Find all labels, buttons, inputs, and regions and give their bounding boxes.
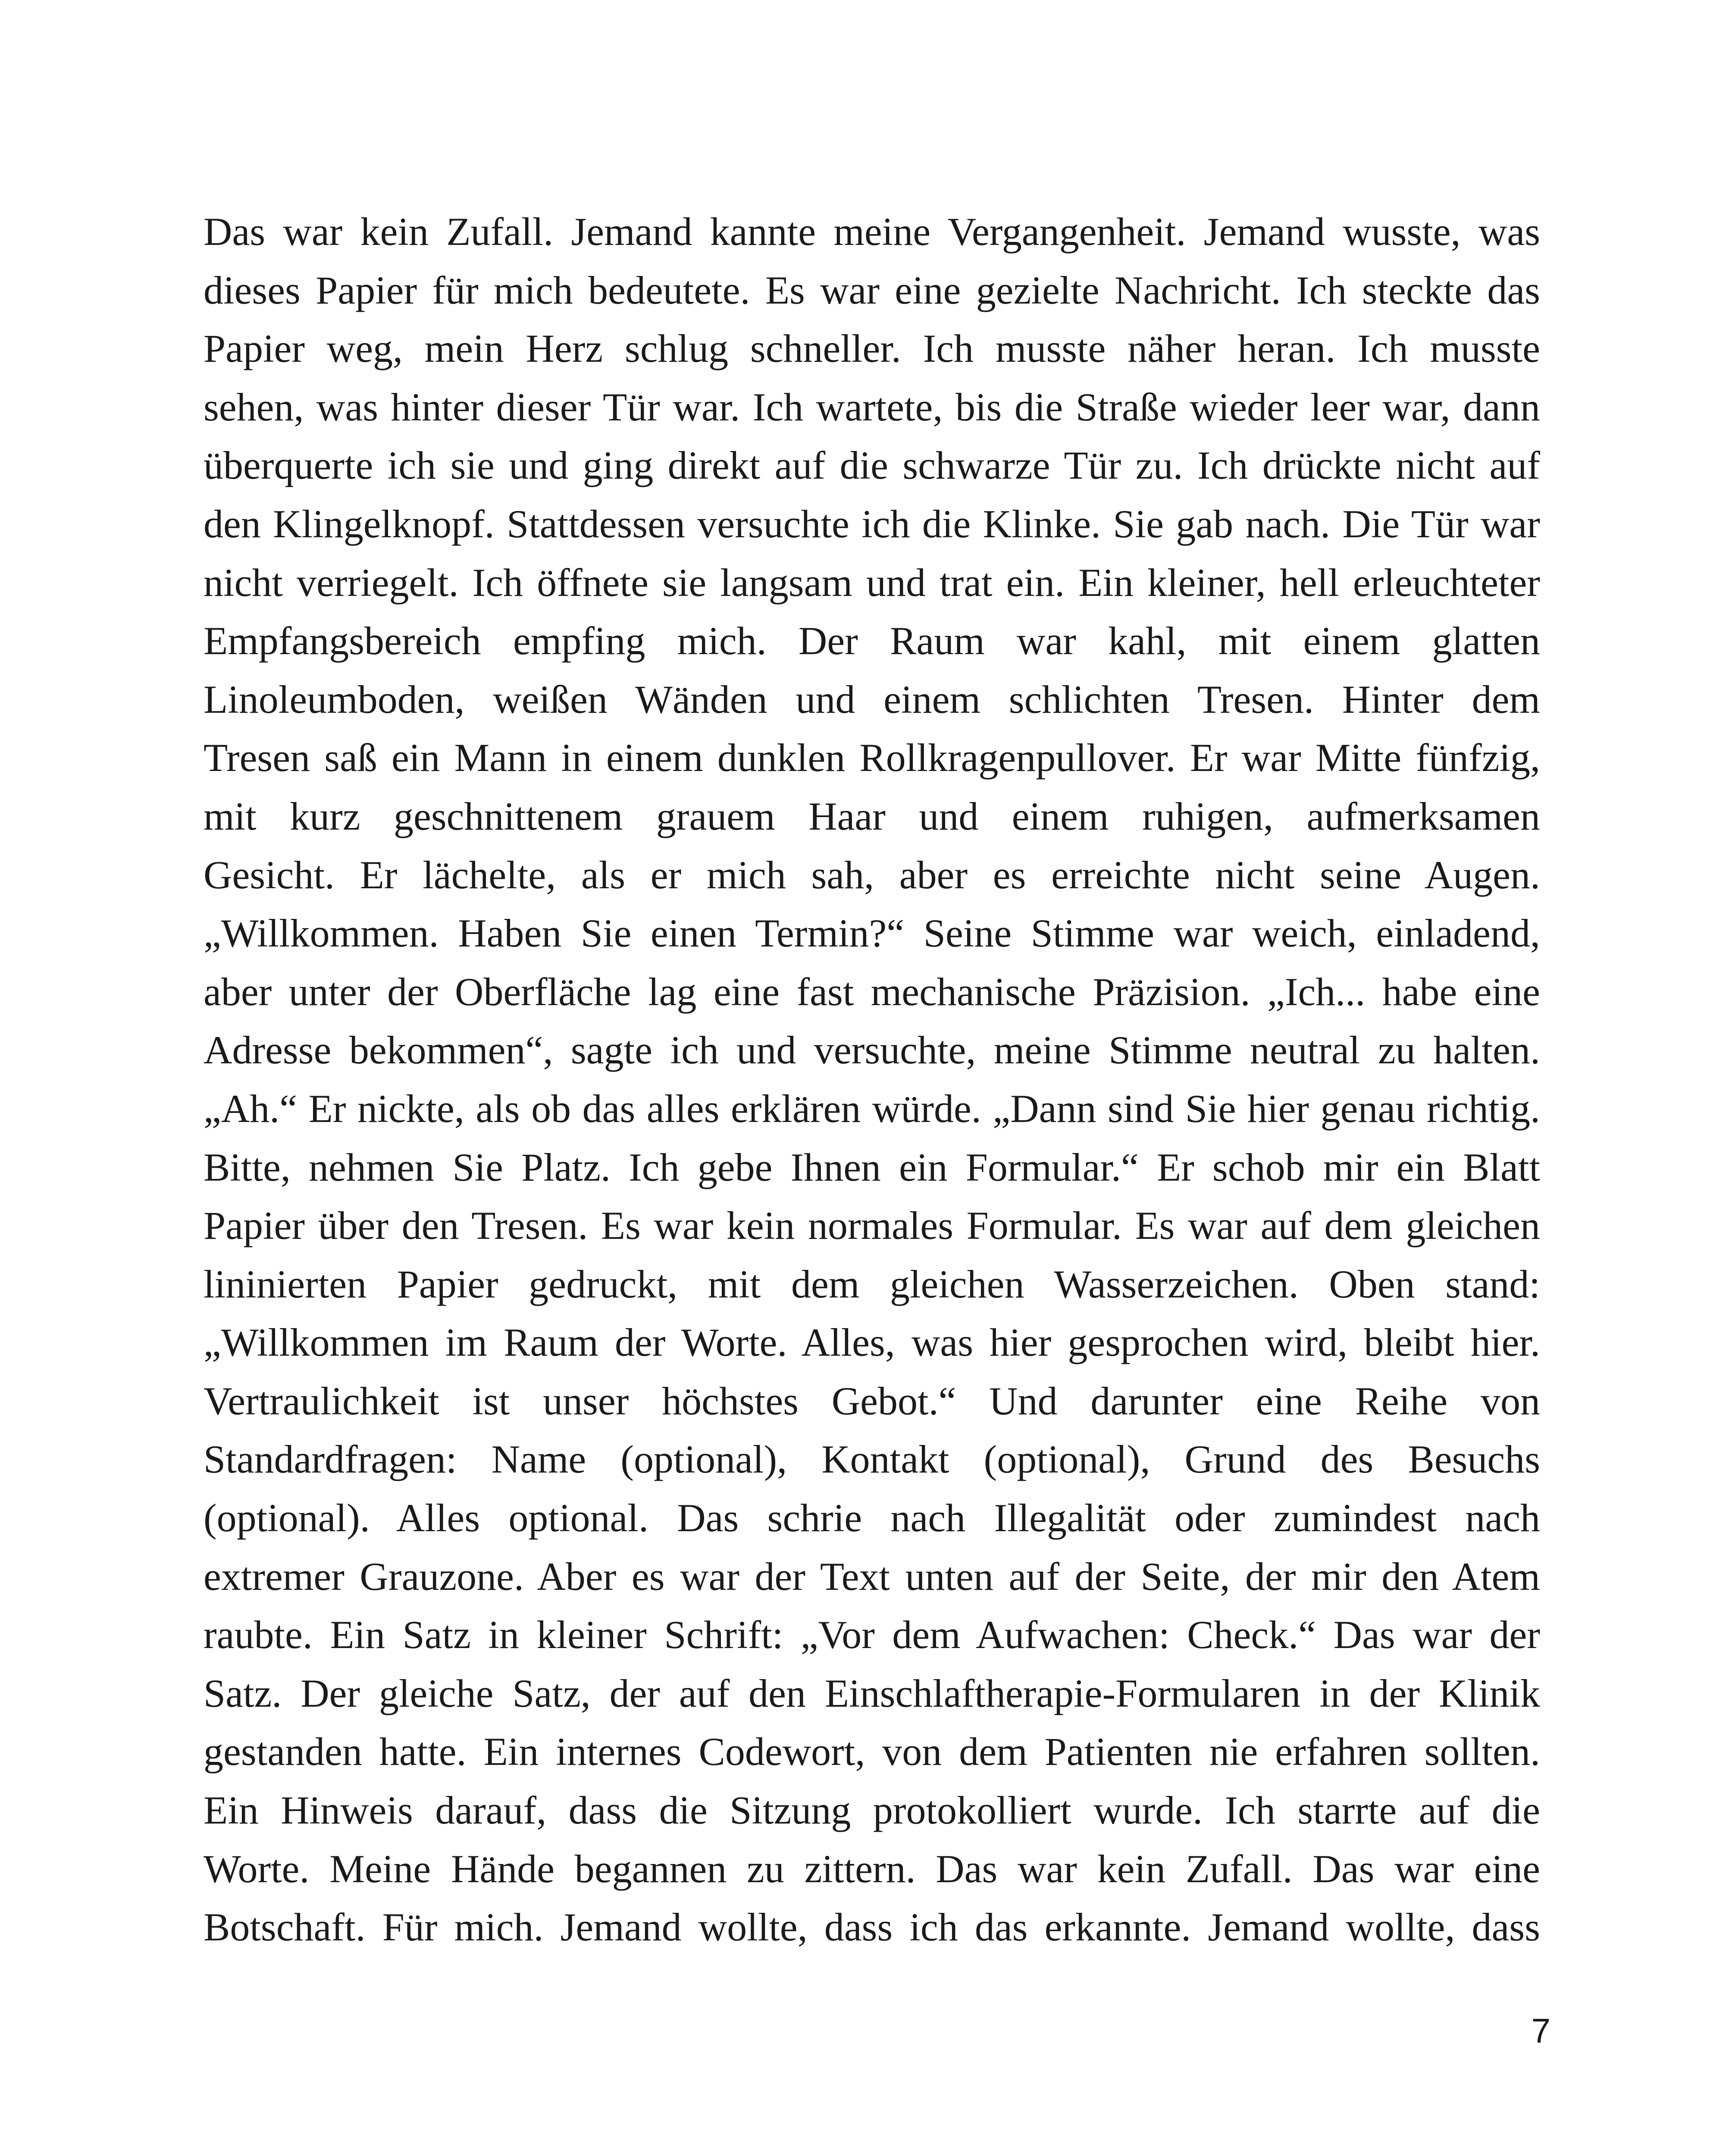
text-line: lininierten Papier gedruckt, mit dem gleichen Wasserzeichen. Oben stand: — [204, 1262, 1540, 1306]
text-line: raubte. Ein Satz in kleiner Schrift: „Vor dem Aufwachen: Check.“ Das war der — [204, 1613, 1540, 1657]
text-line: „Willkommen. Haben Sie einen Termin?“ Seine Stimme war weich, einladend, — [204, 911, 1540, 956]
text-line: „Ah.“ Er nickte, als ob das alles erklären würde. „Dann sind Sie hier genau richtig. — [204, 1086, 1540, 1131]
text-line: Bitte, nehmen Sie Platz. Ich gebe Ihnen ein Formular.“ Er schob mir ein Blatt — [204, 1145, 1540, 1189]
text-line: den Klingelknopf. Stattdessen versuchte ich die Klinke. Sie gab nach. Die Tür war — [204, 501, 1540, 546]
text-line: Worte. Meine Hände begannen zu zittern. Das war kein Zufall. Das war eine — [204, 1846, 1540, 1891]
text-line: gestanden hatte. Ein internes Codewort, von dem Patienten nie erfahren sollten. — [204, 1730, 1540, 1774]
text-line: Ein Hinweis darauf, dass die Sitzung protokolliert wurde. Ich starrte auf die — [204, 1788, 1540, 1833]
text-line: Linoleumboden, weißen Wänden und einem schlichten Tresen. Hinter dem — [204, 677, 1540, 721]
page-number: 7 — [1531, 2012, 1550, 2050]
text-line: Tresen saß ein Mann in einem dunklen Rollkragenpullover. Er war Mitte fünfzig, — [204, 736, 1540, 780]
text-line: Das war kein Zufall. Jemand kannte meine Vergangenheit. Jemand wusste, was — [204, 210, 1540, 254]
text-line: aber unter der Oberfläche lag eine fast mechanische Präzision. „Ich... habe eine — [204, 969, 1540, 1014]
text-line: Gesicht. Er lächelte, als er mich sah, aber es erreichte nicht seine Augen. — [204, 852, 1540, 897]
text-line: überquerte ich sie und ging direkt auf die schwarze Tür zu. Ich drückte nicht auf — [204, 443, 1540, 488]
text-line: „Willkommen im Raum der Worte. Alles, was hier gesprochen wird, bleibt hier. — [204, 1320, 1540, 1365]
text-line: sehen, was hinter dieser Tür war. Ich wartete, bis die Straße wieder leer war, dann — [204, 385, 1540, 429]
text-line: mit kurz geschnittenem grauem Haar und einem ruhigen, aufmerksamen — [204, 794, 1540, 838]
text-line: Papier über den Tresen. Es war kein normales Formular. Es war auf dem gleichen — [204, 1203, 1540, 1248]
text-line: (optional). Alles optional. Das schrie nach Illegalität oder zumindest nach — [204, 1496, 1540, 1540]
text-line: Botschaft. Für mich. Jemand wollte, dass ich das erkannte. Jemand wollte, dass — [204, 1905, 1540, 1949]
text-line: Empfangsbereich empfing mich. Der Raum war kahl, mit einem glatten — [204, 619, 1540, 663]
text-line: Standardfragen: Name (optional), Kontakt (optional), Grund des Besuchs — [204, 1437, 1540, 1482]
text-line: dieses Papier für mich bedeutete. Es war eine gezielte Nachricht. Ich steckte das — [204, 268, 1540, 312]
body-text — [204, 203, 1540, 1957]
text-line: nicht verriegelt. Ich öffnete sie langsam und trat ein. Ein kleiner, hell erleuchteter — [204, 560, 1540, 605]
text-line: extremer Grauzone. Aber es war der Text unten auf der Seite, der mir den Atem — [204, 1554, 1540, 1598]
text-line: Satz. Der gleiche Satz, der auf den Einschlaftherapie-Formularen in der Klinik — [204, 1671, 1540, 1715]
text-line: Adresse bekommen“, sagte ich und versuchte, meine Stimme neutral zu halten. — [204, 1028, 1540, 1072]
text-line: Papier weg, mein Herz schlug schneller. Ich musste näher heran. Ich musste — [204, 326, 1540, 371]
text-line: Vertraulichkeit ist unser höchstes Gebot.“ Und darunter eine Reihe von — [204, 1379, 1540, 1423]
